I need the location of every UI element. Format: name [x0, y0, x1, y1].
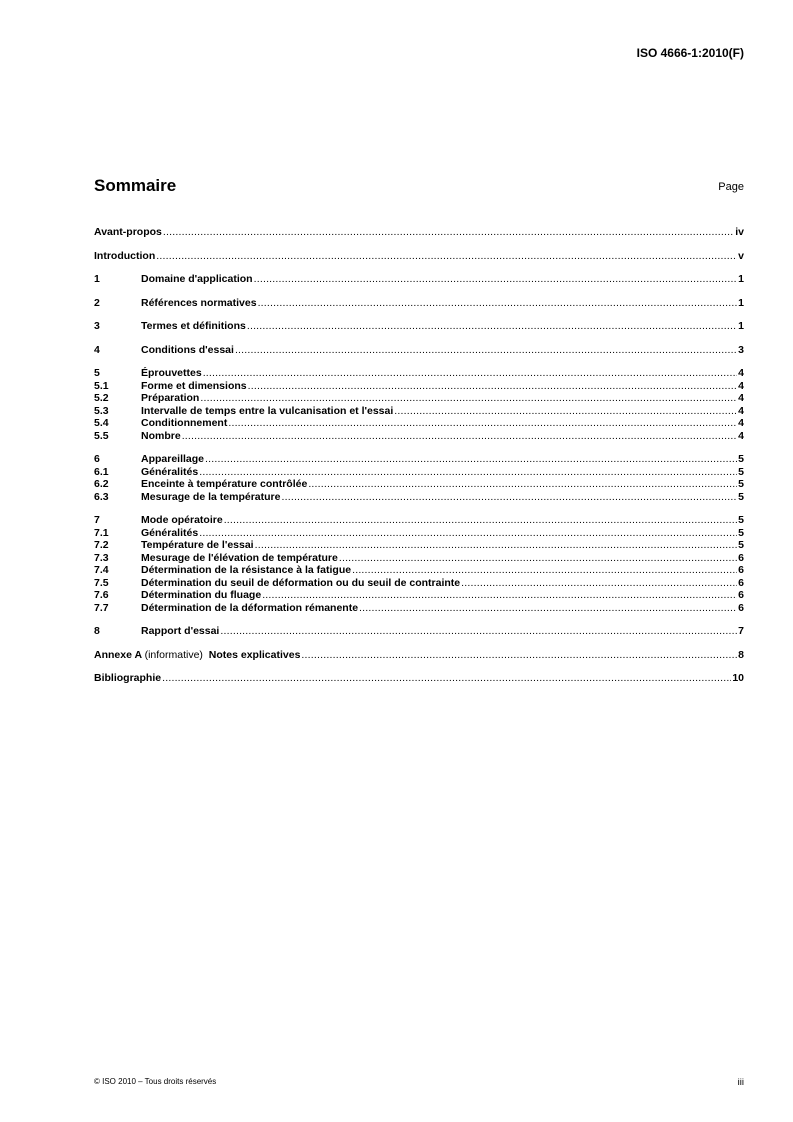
toc-entry-8[interactable]: [94, 625, 744, 638]
toc-entry-label: Détermination du fluage: [141, 589, 262, 601]
toc-entry-6-3[interactable]: [94, 491, 744, 504]
toc-entry-5-3[interactable]: [94, 405, 744, 418]
toc-entry-label: Enceinte à température contrôlée: [141, 478, 308, 490]
toc-page-column-label: Page: [718, 181, 744, 193]
toc-entry-number: 7.2: [94, 539, 109, 551]
toc-entry-label: Domaine d'application: [141, 273, 253, 285]
toc-entry-page: 5: [738, 539, 744, 551]
toc-entry-label: Appareillage: [141, 453, 205, 465]
toc-entry-number: 5: [94, 367, 100, 379]
toc-entry-page: 5: [738, 478, 744, 490]
toc-entry-5-4[interactable]: [94, 417, 744, 430]
dot-leader: [163, 226, 734, 239]
toc-entry-number: 7.5: [94, 576, 109, 589]
toc-entry-label: Détermination de la déformation rémanente: [141, 601, 359, 614]
toc-entry-5[interactable]: [94, 367, 744, 380]
toc-entry-page: iv: [735, 226, 744, 238]
toc-entry-number: 5.3: [94, 404, 109, 417]
toc-entry-page: 5: [738, 465, 744, 478]
toc-entry-page: 6: [738, 576, 744, 589]
toc-entry-7-3[interactable]: [94, 552, 744, 565]
dot-leader: [339, 552, 737, 565]
toc-entry-7-7[interactable]: [94, 602, 744, 615]
toc-entry-page: 3: [738, 343, 744, 356]
dot-leader: [182, 430, 737, 443]
dot-leader: [199, 466, 737, 479]
toc-entry-page: 6: [738, 589, 744, 601]
dot-leader: [199, 527, 737, 540]
dot-leader: [247, 320, 737, 333]
toc-entry-number: 6.3: [94, 490, 109, 503]
dot-leader: [258, 297, 738, 310]
toc-entry-number: 5.4: [94, 417, 109, 429]
toc-entry-label: Rapport d'essai: [141, 625, 220, 637]
dot-leader: [254, 273, 738, 286]
dot-leader: [461, 577, 737, 590]
dot-leader: [235, 344, 737, 357]
toc-entry-page: 5: [738, 453, 744, 465]
toc-entry-number: 3: [94, 320, 100, 332]
dot-leader: [203, 367, 737, 380]
toc-entry-label: Bibliographie: [94, 672, 162, 684]
toc-entry-5-5[interactable]: [94, 430, 744, 443]
toc-entry-page: 10: [732, 672, 744, 684]
toc-entry-number: 7.7: [94, 601, 109, 614]
dot-leader: [248, 380, 738, 393]
toc-entry-4[interactable]: [94, 344, 744, 357]
toc-entry-label: Conditionnement: [141, 417, 228, 429]
toc-entry-1[interactable]: [94, 273, 744, 286]
toc-entry-7-1[interactable]: [94, 527, 744, 540]
toc-entry-number: 5.5: [94, 429, 109, 442]
dot-leader: [162, 672, 731, 685]
toc-entry-label: Mesurage de la température: [141, 490, 281, 503]
toc-entry-annex-a[interactable]: [94, 649, 744, 662]
toc-entry-bibliographie[interactable]: [94, 672, 744, 685]
toc-entry-label: Forme et dimensions: [141, 379, 247, 392]
toc-entry-label: Introduction: [94, 249, 156, 262]
toc-entry-7[interactable]: [94, 514, 744, 527]
dot-leader: [394, 405, 737, 418]
toc-entry-label: Nombre: [141, 429, 181, 442]
dot-leader: [352, 564, 737, 577]
toc-entry-label: Avant-propos: [94, 226, 162, 238]
dot-leader: [220, 625, 737, 638]
toc-entry-7-4[interactable]: [94, 564, 744, 577]
toc-entry-label: Détermination de la résistance à la fatigue: [141, 564, 352, 576]
dot-leader: [308, 478, 737, 491]
footer-page-number: iii: [737, 1077, 744, 1088]
toc-entry-number: 7.4: [94, 564, 109, 576]
toc-entry-number: 7.3: [94, 551, 109, 564]
dot-leader: [255, 539, 738, 552]
toc-entry-label: Termes et définitions: [141, 320, 246, 332]
toc-entry-label: Mode opératoire: [141, 514, 223, 526]
toc-entry-page: 6: [738, 551, 744, 564]
dot-leader: [301, 649, 737, 662]
toc-entry-label: Références normatives: [141, 296, 257, 309]
toc-entry-page: 4: [738, 392, 744, 404]
toc-entry-page: 4: [738, 417, 744, 429]
toc-entry-label: Détermination du seuil de déformation ou du seuil de contrainte: [141, 576, 461, 589]
toc-entry-number: 1: [94, 273, 100, 285]
dot-leader: [205, 453, 737, 466]
toc-entry-5-2[interactable]: [94, 392, 744, 405]
toc-entry-avant-propos[interactable]: [94, 226, 744, 239]
toc-entry-number: 7.1: [94, 526, 109, 539]
toc-entry-label: Généralités: [141, 465, 199, 478]
toc-entry-page: v: [738, 249, 744, 262]
toc-entry-number: 2: [94, 296, 100, 309]
toc-entry-page: 4: [738, 367, 744, 379]
toc-entry-number: 4: [94, 343, 100, 356]
toc-entry-page: 7: [738, 625, 744, 637]
toc-entry-introduction[interactable]: [94, 250, 744, 263]
toc-entry-label: Préparation: [141, 392, 200, 404]
dot-leader: [281, 491, 737, 504]
dot-leader: [156, 250, 737, 263]
toc-entry-page: 1: [738, 320, 744, 332]
dot-leader: [228, 417, 737, 430]
toc-entry-number: 5.1: [94, 379, 109, 392]
toc-entry-label: Conditions d'essai: [141, 343, 234, 356]
toc-entry-label: Éprouvettes: [141, 367, 202, 379]
toc-entry-label: Intervalle de temps entre la vulcanisation et l'essai: [141, 404, 394, 417]
toc-entry-page: 5: [738, 514, 744, 526]
toc-entry-number: 7.6: [94, 589, 109, 601]
toc-entry-number: 6.2: [94, 478, 109, 490]
toc-entry-6-2[interactable]: [94, 478, 744, 491]
toc-entry-page: 5: [738, 490, 744, 503]
toc-entry-6-1[interactable]: [94, 466, 744, 479]
dot-leader: [200, 392, 737, 405]
toc-entry-number: 7: [94, 514, 100, 526]
page-footer: [94, 1077, 744, 1091]
toc-title: Sommaire: [94, 176, 177, 195]
toc-entry-3[interactable]: [94, 320, 744, 333]
toc-entry-7-6[interactable]: [94, 589, 744, 602]
toc-entry-label: Généralités: [141, 526, 199, 539]
toc-entry-page: 6: [738, 564, 744, 576]
toc-header: [94, 176, 744, 198]
toc-entry-page: 1: [738, 273, 744, 285]
annex-qualifier: (informative): [144, 648, 203, 661]
toc-entry-5-1[interactable]: [94, 380, 744, 393]
toc-entry-7-5[interactable]: [94, 577, 744, 590]
annex-prefix: Annexe A: [94, 648, 142, 661]
dot-leader: [359, 602, 737, 615]
document-id: ISO 4666-1:2010(F): [636, 46, 744, 60]
toc-entry-number: 5.2: [94, 392, 109, 404]
annex-title: Notes explicatives: [208, 648, 301, 661]
toc-entry-2[interactable]: [94, 297, 744, 310]
toc-entry-number: 6.1: [94, 465, 109, 478]
toc-entry-page: 5: [738, 526, 744, 539]
footer-copyright: © ISO 2010 – Tous droits réservés: [94, 1077, 217, 1086]
toc-entry-page: 6: [738, 601, 744, 614]
toc-entry-7-2[interactable]: [94, 539, 744, 552]
toc-entry-label: Mesurage de l'élévation de température: [141, 551, 338, 564]
toc-entry-number: 6: [94, 453, 100, 465]
toc-entry-label: Température de l'essai: [141, 539, 254, 551]
toc-entry-page: 4: [738, 404, 744, 417]
toc-entry-number: 8: [94, 625, 100, 637]
toc-entry-6[interactable]: [94, 453, 744, 466]
toc-entry-page: 4: [738, 429, 744, 442]
toc-entry-page: 1: [738, 296, 744, 309]
dot-leader: [262, 589, 737, 602]
dot-leader: [224, 514, 737, 527]
annex-label: [94, 649, 300, 662]
toc-entry-page: 4: [738, 379, 744, 392]
toc-entry-page: 8: [738, 648, 744, 661]
table-of-contents: [94, 226, 744, 685]
